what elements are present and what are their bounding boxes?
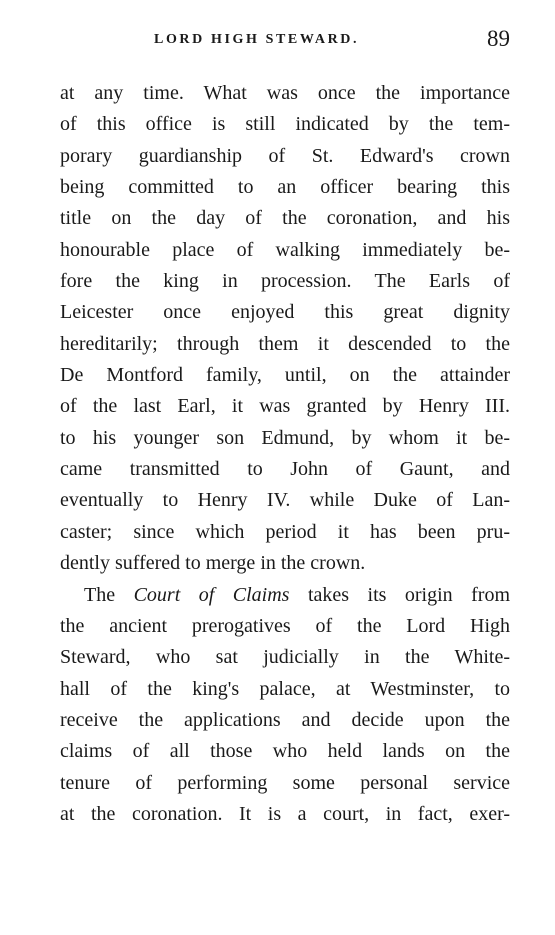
text-line: fore the king in procession. The Earls of bbox=[60, 270, 510, 293]
text-line: the ancient prerogatives of the Lord High bbox=[60, 614, 510, 637]
text-line: honourable place of walking immediately be- bbox=[60, 238, 510, 261]
text-line: of the last Earl, it was granted by Henry III. bbox=[60, 395, 510, 418]
paragraph-1 bbox=[60, 78, 510, 580]
running-title: LORD HIGH STEWARD. bbox=[154, 32, 360, 47]
running-head bbox=[60, 26, 510, 56]
paragraph-2-first-line bbox=[60, 580, 510, 611]
text-line: tenure of performing some personal service bbox=[60, 771, 510, 794]
text-line: hereditarily; through them it descended to the bbox=[60, 332, 510, 355]
text-line: eventually to Henry IV. while Duke of Lan- bbox=[60, 489, 510, 512]
text-line: title on the day of the coronation, and his bbox=[60, 207, 510, 230]
text-line: dently suffered to merge in the crown. bbox=[60, 552, 366, 575]
text-line: caster; since which period it has been pru- bbox=[60, 520, 510, 543]
text-span: The bbox=[84, 583, 116, 606]
page-number: 89 bbox=[487, 26, 510, 51]
text-line: of this office is still indicated by the tem- bbox=[60, 113, 510, 136]
paragraph-2 bbox=[60, 580, 510, 831]
italic-term: Court of Claims bbox=[133, 583, 290, 606]
text-line: De Montford family, until, on the attainder bbox=[60, 364, 510, 387]
text-line: at the coronation. It is a court, in fact, exer- bbox=[60, 802, 510, 825]
text-line: at any time. What was once the importance bbox=[60, 82, 510, 104]
text-line: receive the applications and decide upon the bbox=[60, 708, 510, 731]
text-line: claims of all those who held lands on the bbox=[60, 740, 510, 763]
text-line: Steward, who sat judicially in the White- bbox=[60, 646, 510, 669]
text-line: hall of the king's palace, at Westminster, to bbox=[60, 677, 510, 700]
text-line: came transmitted to John of Gaunt, and bbox=[60, 458, 510, 481]
text-span: takes its origin from bbox=[307, 583, 510, 606]
text-line: to his younger son Edmund, by whom it be- bbox=[60, 426, 510, 449]
text-line: porary guardianship of St. Edward's crown bbox=[60, 144, 510, 167]
text-line: Leicester once enjoyed this great dignity bbox=[60, 301, 510, 324]
body-text bbox=[60, 78, 510, 830]
text-line: being committed to an officer bearing this bbox=[60, 176, 510, 199]
